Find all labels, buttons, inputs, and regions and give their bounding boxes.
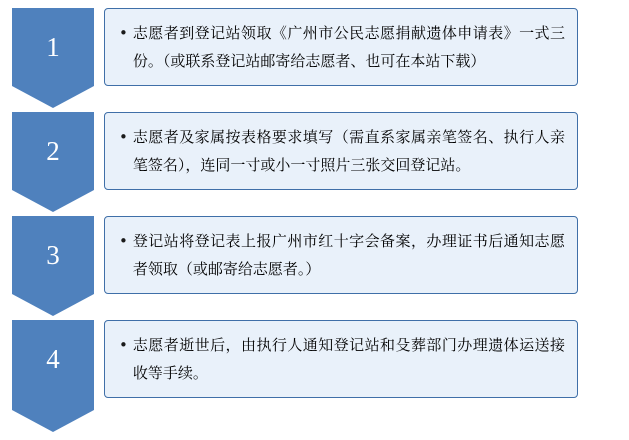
- step-box-3: [104, 216, 578, 294]
- step-number-3: 3: [46, 240, 60, 270]
- bullet-icon-1: •: [119, 24, 128, 42]
- step-chevron-2: [12, 112, 94, 208]
- step-number-2: 2: [46, 136, 60, 166]
- arrow-head: [12, 410, 94, 432]
- bullet-icon-4: •: [119, 336, 128, 354]
- step-text-2: 志愿者及家属按表格要求填写（需直系家属亲笔签名、执行人亲笔签名），连同一寸或小一寸照片三张交回登记站。: [132, 128, 565, 174]
- chevron-point-2: [12, 190, 94, 212]
- step-box-1: [104, 8, 578, 86]
- chevron-point-1: [12, 86, 94, 108]
- flow-end-arrow-icon: [12, 392, 94, 436]
- step-number-4: 4: [46, 344, 60, 374]
- step-text-column: [104, 8, 616, 424]
- step-number-1: 1: [46, 32, 60, 62]
- chevron-point-3: [12, 294, 94, 316]
- step-text-1: 志愿者到登记站领取《广州市公民志愿捐献遗体申请表》一式三份。（或联系登记站邮寄给志愿者、也可在本站下载）: [132, 24, 565, 70]
- step-text-4: 志愿者逝世后，由执行人通知登记站和殳葬部门办理遗体运送接收等手续。: [132, 336, 565, 382]
- step-text-3: 登记站将登记表上报广州市红十字会备案，办理证书后通知志愿者领取（或邮寄给志愿者。）: [132, 232, 565, 278]
- step-number-column: [12, 8, 94, 432]
- bullet-icon-2: •: [119, 128, 128, 146]
- step-chevron-3: [12, 216, 94, 312]
- bullet-icon-3: •: [119, 232, 128, 250]
- step-box-4: [104, 320, 578, 398]
- arrow-shaft: [12, 392, 94, 410]
- step-chevron-1: [12, 8, 94, 104]
- step-box-2: [104, 112, 578, 190]
